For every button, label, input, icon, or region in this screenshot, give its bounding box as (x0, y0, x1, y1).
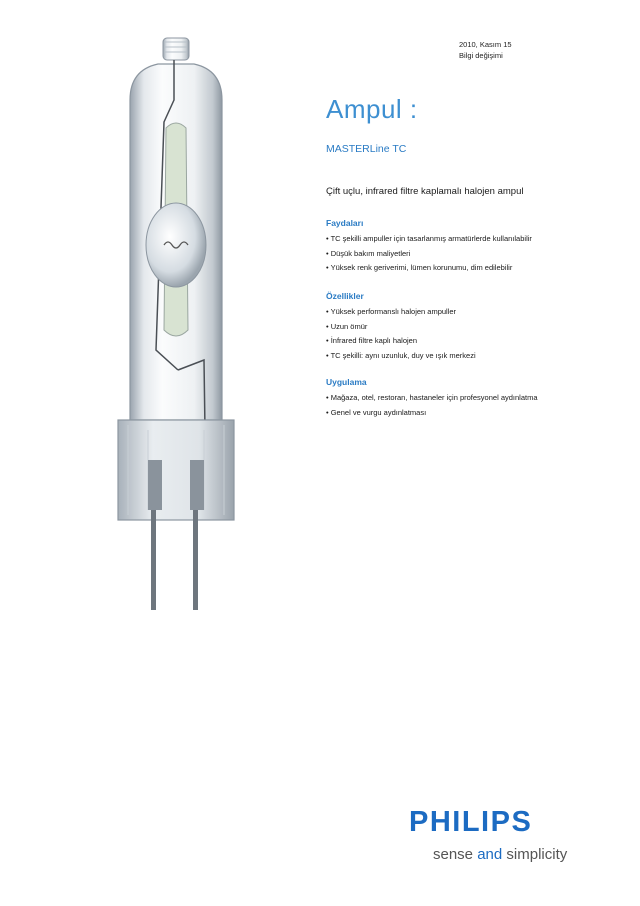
list-item: • Mağaza, otel, restoran, hastaneler için profesyonel aydınlatma (326, 391, 626, 406)
section-heading: Uygulama (326, 377, 367, 387)
section-heading: Özellikler (326, 291, 364, 301)
features-section (326, 291, 626, 363)
list-item: • Genel ve vurgu aydınlatması (326, 406, 626, 421)
philips-logo: PHILIPS (409, 806, 533, 838)
section-heading: Faydaları (326, 218, 364, 228)
list-item: • İnfrared filtre kaplı halojen (326, 334, 626, 349)
slogan-highlight: and (477, 846, 503, 863)
list-item: • TC şekilli: aynı uzunluk, duy ve ışık merkezi (326, 349, 626, 364)
list-item: • Yüksek performanslı halojen ampuller (326, 305, 626, 320)
product-name: MASTERLine TC (326, 143, 407, 155)
lamp-photo (108, 30, 248, 620)
date-block (459, 39, 512, 61)
list-item: • TC şekilli ampuller için tasarlanmış armatürlerde kullanılabilir (326, 232, 626, 247)
page-title: Ampul : (326, 94, 418, 124)
list-item: • Düşük bakım maliyetleri (326, 247, 626, 262)
slogan-part: sense (433, 846, 478, 863)
benefits-section (326, 218, 626, 276)
brand-slogan (433, 846, 567, 863)
application-section (326, 377, 626, 420)
date: 2010, Kasım 15 (459, 40, 512, 49)
list-item: • Uzun ömür (326, 320, 626, 335)
info-note: Bilgi değişimi (459, 51, 503, 60)
slogan-part: simplicity (502, 846, 568, 863)
product-tagline: Çift uçlu, infrared filtre kaplamalı halojen ampul (326, 186, 524, 197)
list-item: • Yüksek renk geriverimi, lümen korunumu, dim edilebilir (326, 261, 626, 276)
